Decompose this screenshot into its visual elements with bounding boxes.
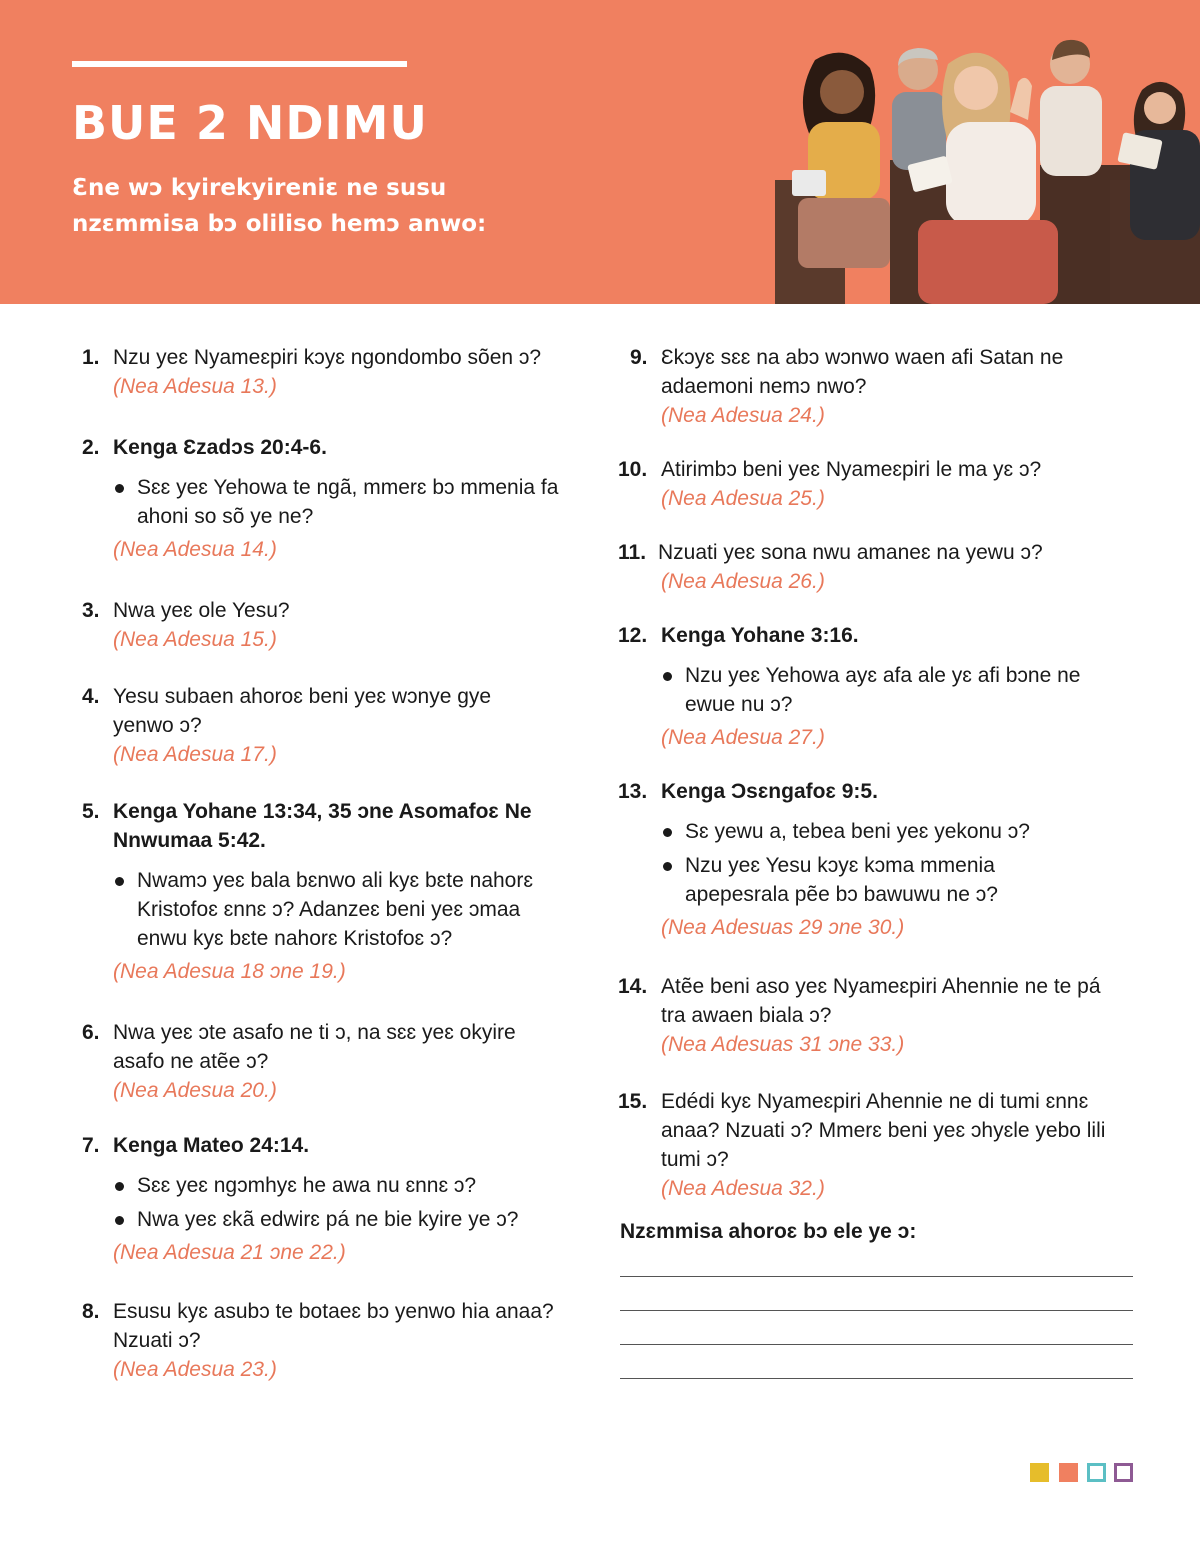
question-text: Kenga Yohane 13:34, 35 ɔne Asomafoɛ Ne Nnwumaa 5:42. — [113, 800, 532, 852]
question-item — [618, 455, 1138, 513]
question-number: 8. — [82, 1300, 100, 1323]
question-number: 11. — [618, 541, 647, 564]
answer-line[interactable] — [620, 1276, 1133, 1277]
congregation-illustration — [770, 30, 1200, 304]
answer-line[interactable] — [620, 1378, 1133, 1379]
lesson-reference: (Nea Adesua 26.) — [661, 570, 825, 593]
question-item — [618, 621, 1108, 752]
lesson-reference: (Nea Adesua 21 ɔne 22.) — [113, 1241, 346, 1264]
question-item — [82, 682, 552, 769]
lesson-reference: (Nea Adesua 14.) — [113, 538, 277, 561]
header-rule — [72, 61, 407, 67]
lesson-reference: (Nea Adesua 20.) — [113, 1079, 277, 1102]
question-item — [618, 343, 1098, 430]
question-item — [618, 777, 1098, 942]
question-text: Kenga Ɛzadɔs 20:4-6. — [113, 436, 327, 459]
question-item — [618, 538, 1138, 596]
lesson-reference: (Nea Adesua 24.) — [661, 404, 825, 427]
question-text: Kenga Yohane 3:16. — [661, 624, 859, 647]
bullet-item: Nwamɔ yeɛ bala bɛnwo ali kyɛ bɛte nahorɛ Kristofoɛ ɛnnɛ ɔ? Adanzeɛ beni yeɛ ɔmaa enwu kyɛ bɛte nahorɛ Kristofoɛ ɔ? — [113, 866, 562, 953]
question-number: 12. — [618, 624, 648, 647]
question-item — [618, 972, 1118, 1059]
questions-right-column — [618, 343, 1138, 1203]
lesson-reference: (Nea Adesua 17.) — [113, 743, 277, 766]
question-text: Yesu subaen ahorоɛ beni yeɛ wɔnye gye yenwo ɔ? — [113, 685, 492, 737]
header-banner — [0, 0, 1200, 304]
lesson-reference: (Nea Adesua 25.) — [661, 487, 825, 510]
bullet-item: Sɛ yewu a, tebea beni yeɛ yekonu ɔ? — [661, 817, 1098, 846]
page-subtitle: Ɛne wɔ kyirekyireniɛ ne susu nzɛmmisa bɔ oliliso hemɔ anwo: — [72, 175, 487, 237]
questions-left-column — [82, 343, 582, 1384]
orange-square-icon — [1059, 1463, 1078, 1482]
question-text: Nwa yeɛ ɔte asafo ne ti ɔ, na sɛɛ yeɛ okyire asafo ne atẽe ɔ? — [113, 1021, 516, 1073]
question-item — [82, 1018, 552, 1105]
question-item — [82, 797, 562, 986]
question-number: 9. — [630, 346, 648, 369]
answer-line[interactable] — [620, 1344, 1133, 1345]
yellow-square-icon — [1030, 1463, 1049, 1482]
question-item — [82, 433, 582, 564]
bullet-item: Nzu yeɛ Yesu kɔyɛ kɔma mmenia apepesrala pẽe bɔ bawuwu ne ɔ? — [661, 851, 1098, 909]
question-number: 7. — [82, 1134, 100, 1157]
lesson-reference: (Nea Adesuas 31 ɔne 33.) — [661, 1033, 905, 1056]
lesson-reference: (Nea Adesua 13.) — [113, 375, 277, 398]
question-text: Nzuati yeɛ sona nwu amaneɛ na yewu ɔ? — [658, 541, 1043, 564]
question-text: Kenga Mateo 24:14. — [113, 1134, 310, 1157]
write-section-heading: Nzɛmmisa ahorоɛ bɔ ele ye ɔ: — [620, 1220, 917, 1243]
question-text: Nzu yeɛ Nyameɛpiri kɔyɛ ngondombo sõen ɔ? — [113, 346, 542, 369]
purple-square-icon — [1114, 1463, 1133, 1482]
question-text: Nwa yeɛ ole Yesu? — [113, 599, 290, 622]
question-number: 6. — [82, 1021, 100, 1044]
answer-line[interactable] — [620, 1310, 1133, 1311]
lesson-reference: (Nea Adesua 23.) — [113, 1358, 277, 1381]
question-item — [82, 1131, 582, 1267]
question-text: Atẽe beni aso yeɛ Nyameɛpiri Ahennie ne te pá tra awaen biala ɔ? — [661, 975, 1101, 1027]
lesson-reference: (Nea Adesuas 29 ɔne 30.) — [661, 916, 905, 939]
bullet-item: Nzu yeɛ Yehowa ayɛ afa ale yɛ afi bɔne ne ewue nu ɔ? — [661, 661, 1108, 719]
question-item — [618, 1087, 1118, 1203]
question-text: Esusu kyɛ asubɔ te botaeɛ bɔ yenwo hia anaa? Nzuati ɔ? — [113, 1300, 554, 1352]
page-title: BUE 2 NDIMU — [72, 96, 428, 150]
lesson-reference: (Nea Adesua 18 ɔne 19.) — [113, 960, 346, 983]
question-text: Atirimbɔ beni yeɛ Nyameɛpiri le ma yɛ ɔ? — [661, 458, 1042, 481]
bullet-item: Sɛɛ yeɛ ngɔmhyɛ he awa nu ɛnnɛ ɔ? — [113, 1171, 582, 1200]
lesson-reference: (Nea Adesua 27.) — [661, 726, 825, 749]
question-number: 4. — [82, 685, 100, 708]
question-number: 1. — [82, 346, 100, 369]
question-number: 14. — [618, 975, 648, 998]
question-number: 5. — [82, 800, 100, 823]
question-number: 15. — [618, 1090, 648, 1113]
lesson-reference: (Nea Adesua 15.) — [113, 628, 277, 651]
question-number: 2. — [82, 436, 100, 459]
question-number: 3. — [82, 599, 100, 622]
question-number: 13. — [618, 780, 648, 803]
question-text: Ɛkɔyɛ sɛɛ na abɔ wɔnwo waen afi Satan ne adaemoni nemɔ nwo? — [661, 346, 1064, 398]
question-item — [82, 1297, 582, 1384]
bullet-item: Sɛɛ yeɛ Yehowa te ngã, mmerɛ bɔ mmenia fa ahoni so sõ ye ne? — [113, 473, 582, 531]
question-text: Kenga Ɔsɛngafoɛ 9:5. — [661, 780, 878, 803]
decorative-squares — [1030, 1463, 1140, 1483]
question-text: Edédi kyɛ Nyameɛpiri Ahennie ne di tumi ɛnnɛ anaa? Nzuati ɔ? Mmerɛ beni yeɛ ɔhyɛle yebo lili tumi ɔ? — [661, 1090, 1106, 1171]
question-item — [82, 343, 582, 401]
teal-square-icon — [1087, 1463, 1106, 1482]
question-item — [82, 596, 582, 654]
question-number: 10. — [618, 458, 648, 481]
lesson-reference: (Nea Adesua 32.) — [661, 1177, 825, 1200]
bullet-item: Nwa yeɛ ɛkã edwirɛ pá ne bie kyire ye ɔ? — [113, 1205, 582, 1234]
